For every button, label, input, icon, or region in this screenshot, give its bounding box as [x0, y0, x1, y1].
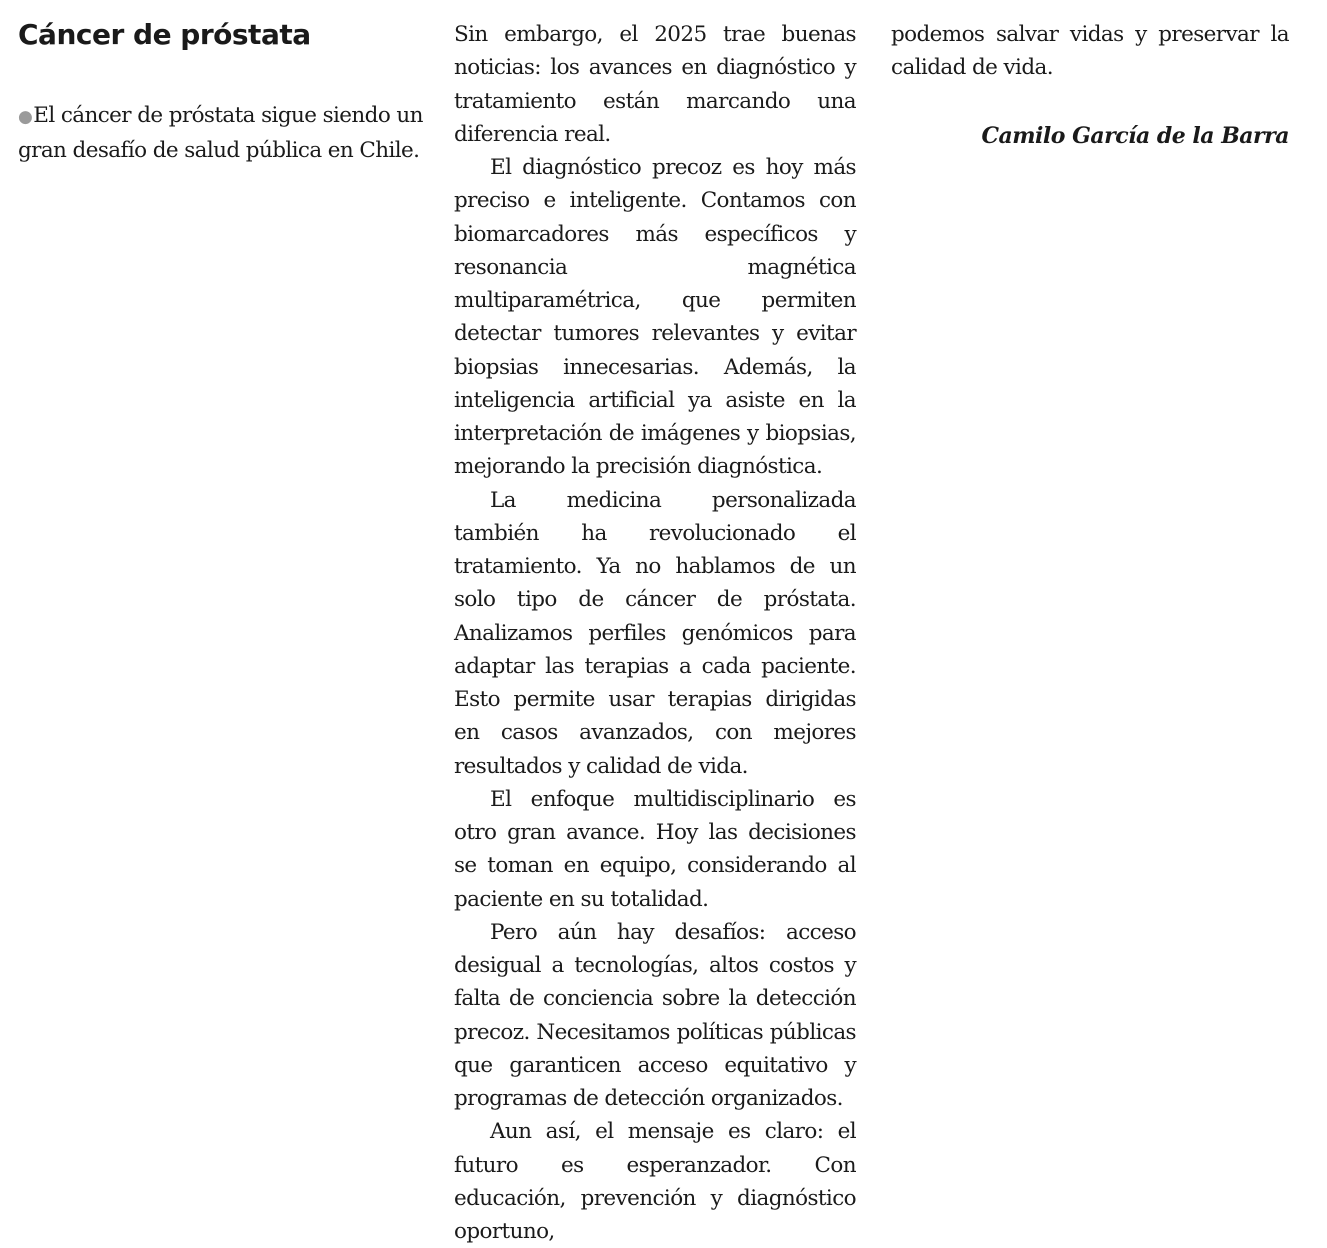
column-middle: [454, 18, 856, 1248]
paragraph-outlook: Aun así, el mensaje es claro: el futuro es esperanzador. Con educación, prevención y diagnóstico oportuno,: [454, 1119, 856, 1244]
paragraph-personalized-medicine: La medicina personalizada también ha revolucionado el tratamiento. Ya no hablamos de un solo tipo de cáncer de próstata. Analizamos perfiles genómicos para adaptar las terapias a cada paciente. Esto permite usar terapias dirigidas en casos avanzados, con mejores resultados y calidad de vida.: [454, 487, 856, 779]
paragraph-closing: podemos salvar vidas y preservar la calidad de vida.: [891, 22, 1289, 81]
paragraph-diagnosis: El diagnóstico precoz es hoy más preciso e inteligente. Contamos con biomarcadores más específicos y resonancia magnética multiparamétrica, que permiten detectar tumores relevantes y evitar biopsias innecesarias. Además, la inteligencia artificial ya asiste en la interpretación de imágenes y biopsias, mejorando la precisión diagnóstica.: [454, 155, 856, 480]
article-title: Cáncer de próstata: [18, 18, 311, 51]
article-lead: [18, 99, 423, 167]
paragraph-challenges: Pero aún hay desafíos: acceso desigual a tecnologías, altos costos y falta de conciencia sobre la detección precoz. Necesitamos políticas públicas que garanticen acceso equitativo y programas de detección organizados.: [454, 919, 856, 1111]
paragraph-multidisciplinary: El enfoque multidisciplinario es otro gran avance. Hoy las decisiones se toman en equipo, considerando al paciente en su totalidad.: [454, 786, 856, 912]
paragraph-intro: Sin embargo, el 2025 trae buenas noticias: los avances en diagnóstico y tratamiento están marcando una diferencia real.: [454, 22, 856, 147]
lead-text: El cáncer de próstata sigue siendo un gran desafío de salud pública en Chile.: [18, 103, 423, 163]
column-left: [18, 18, 423, 167]
author-signature: Camilo García de la Barra: [981, 122, 1289, 149]
bullet-icon: ●: [18, 107, 33, 127]
column-right: [891, 18, 1289, 153]
